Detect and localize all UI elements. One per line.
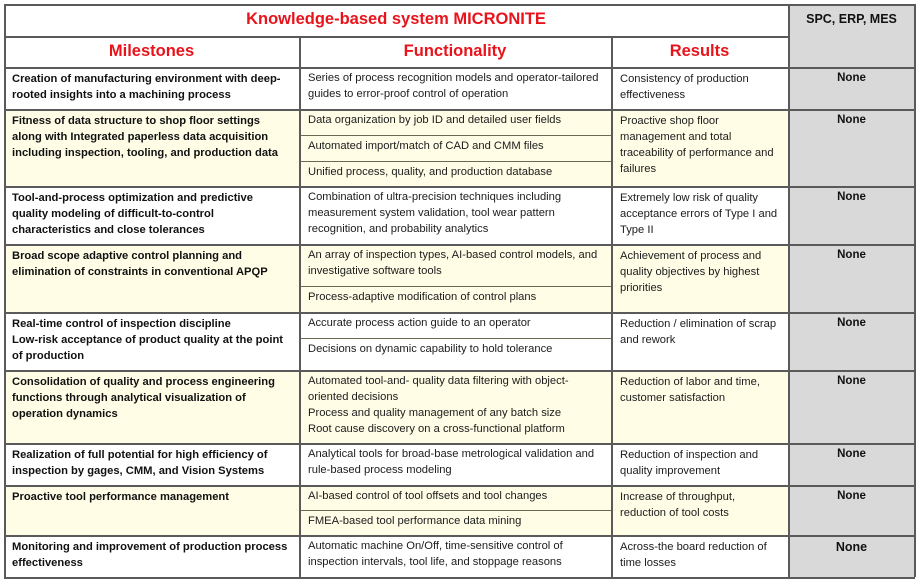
functionality-cell: Automatic machine On/Off, time-sensitive control of inspection intervals, tool life, and stoppage reasons: [299, 535, 611, 577]
functionality-cell: Series of process recognition models and operator-tailored guides to error-proof control of operation: [299, 67, 611, 109]
functionality-cell: Process-adaptive modification of control plans: [299, 286, 611, 312]
comparison-status-cell: None: [788, 443, 915, 485]
column-divider: [299, 36, 301, 577]
sub-row-divider: [299, 338, 611, 339]
comparison-column-header: SPC, ERP, MES: [788, 4, 915, 67]
sub-row-divider: [299, 161, 611, 162]
border-right: [914, 4, 916, 577]
result-cell: Across-the board reduction of time losses: [611, 535, 788, 577]
row-divider: [4, 244, 915, 246]
column-divider: [611, 36, 613, 577]
sub-row-divider: [299, 286, 611, 287]
border-left: [4, 4, 6, 577]
milestone-cell: Creation of manufacturing environment with deep-rooted insights into a machining process: [4, 67, 299, 109]
row-divider: [4, 109, 915, 111]
border-bottom: [4, 577, 915, 579]
result-cell: Reduction of labor and time, customer satisfaction: [611, 370, 788, 443]
milestone-cell: Monitoring and improvement of production process effectiveness: [4, 535, 299, 577]
table-title: Knowledge-based system MICRONITE: [4, 4, 788, 36]
functionality-cell: Decisions on dynamic capability to hold tolerance: [299, 338, 611, 370]
comparison-status-cell: None: [788, 535, 915, 577]
functionality-cell: AI-based control of tool offsets and tool changes: [299, 485, 611, 510]
functionality-cell: Accurate process action guide to an operator: [299, 312, 611, 338]
comparison-status-cell: None: [788, 485, 915, 535]
functionality-cell: Combination of ultra-precision techniques including measurement system validation, tool wear pattern recognition, and probability analytics: [299, 186, 611, 244]
result-cell: Achievement of process and quality objectives by highest priorities: [611, 244, 788, 312]
comparison-table: [4, 4, 915, 577]
row-divider: [4, 67, 915, 69]
milestone-cell: Proactive tool performance management: [4, 485, 299, 535]
milestone-cell: Real-time control of inspection discipline Low-risk acceptance of product quality at the point of production: [4, 312, 299, 370]
sub-row-divider: [299, 510, 611, 511]
row-divider: [4, 485, 915, 487]
comparison-status-cell: None: [788, 109, 915, 186]
result-cell: Extremely low risk of quality acceptance errors of Type I and Type II: [611, 186, 788, 244]
header-results: Results: [611, 36, 788, 67]
milestone-cell: Broad scope adaptive control planning and elimination of constraints in conventional APQP: [4, 244, 299, 312]
functionality-cell: Automated tool-and- quality data filtering with object-oriented decisions Process and quality management of any batch size Root cause discovery on a cross-functional platform: [299, 370, 611, 443]
row-divider: [4, 312, 915, 314]
row-divider: [4, 36, 788, 38]
result-cell: Reduction of inspection and quality improvement: [611, 443, 788, 485]
milestone-cell: Fitness of data structure to shop floor settings along with Integrated paperless data acquisition including inspection, tooling, and production data: [4, 109, 299, 186]
milestone-cell: Consolidation of quality and process engineering functions through analytical visualization of operation dynamics: [4, 370, 299, 443]
result-cell: Proactive shop floor management and total traceability of performance and failures: [611, 109, 788, 186]
comparison-status-cell: None: [788, 244, 915, 312]
result-cell: Reduction / elimination of scrap and rework: [611, 312, 788, 370]
sub-row-divider: [299, 135, 611, 136]
functionality-cell: Data organization by job ID and detailed user fields: [299, 109, 611, 135]
milestone-cell: Realization of full potential for high efficiency of inspection by gages, CMM, and Vision Systems: [4, 443, 299, 485]
functionality-cell: Automated import/match of CAD and CMM files: [299, 135, 611, 161]
functionality-cell: FMEA-based tool performance data mining: [299, 510, 611, 535]
row-divider: [4, 186, 915, 188]
result-cell: Consistency of production effectiveness: [611, 67, 788, 109]
comparison-status-cell: None: [788, 312, 915, 370]
comparison-status-cell: None: [788, 186, 915, 244]
comparison-status-cell: None: [788, 67, 915, 109]
result-cell: Increase of throughput, reduction of tool costs: [611, 485, 788, 535]
row-divider: [4, 535, 915, 537]
functionality-cell: Unified process, quality, and production database: [299, 161, 611, 186]
milestone-cell: Tool-and-process optimization and predictive quality modeling of difficult-to-control characteristics and close tolerances: [4, 186, 299, 244]
functionality-cell: An array of inspection types, AI-based control models, and investigative software tools: [299, 244, 611, 286]
comparison-status-cell: None: [788, 370, 915, 443]
row-divider: [4, 370, 915, 372]
row-divider: [4, 443, 915, 445]
header-milestones: Milestones: [4, 36, 299, 67]
column-divider: [788, 4, 790, 577]
border-top: [4, 4, 915, 6]
functionality-cell: Analytical tools for broad-base metrological validation and rule-based process modeling: [299, 443, 611, 485]
header-functionality: Functionality: [299, 36, 611, 67]
